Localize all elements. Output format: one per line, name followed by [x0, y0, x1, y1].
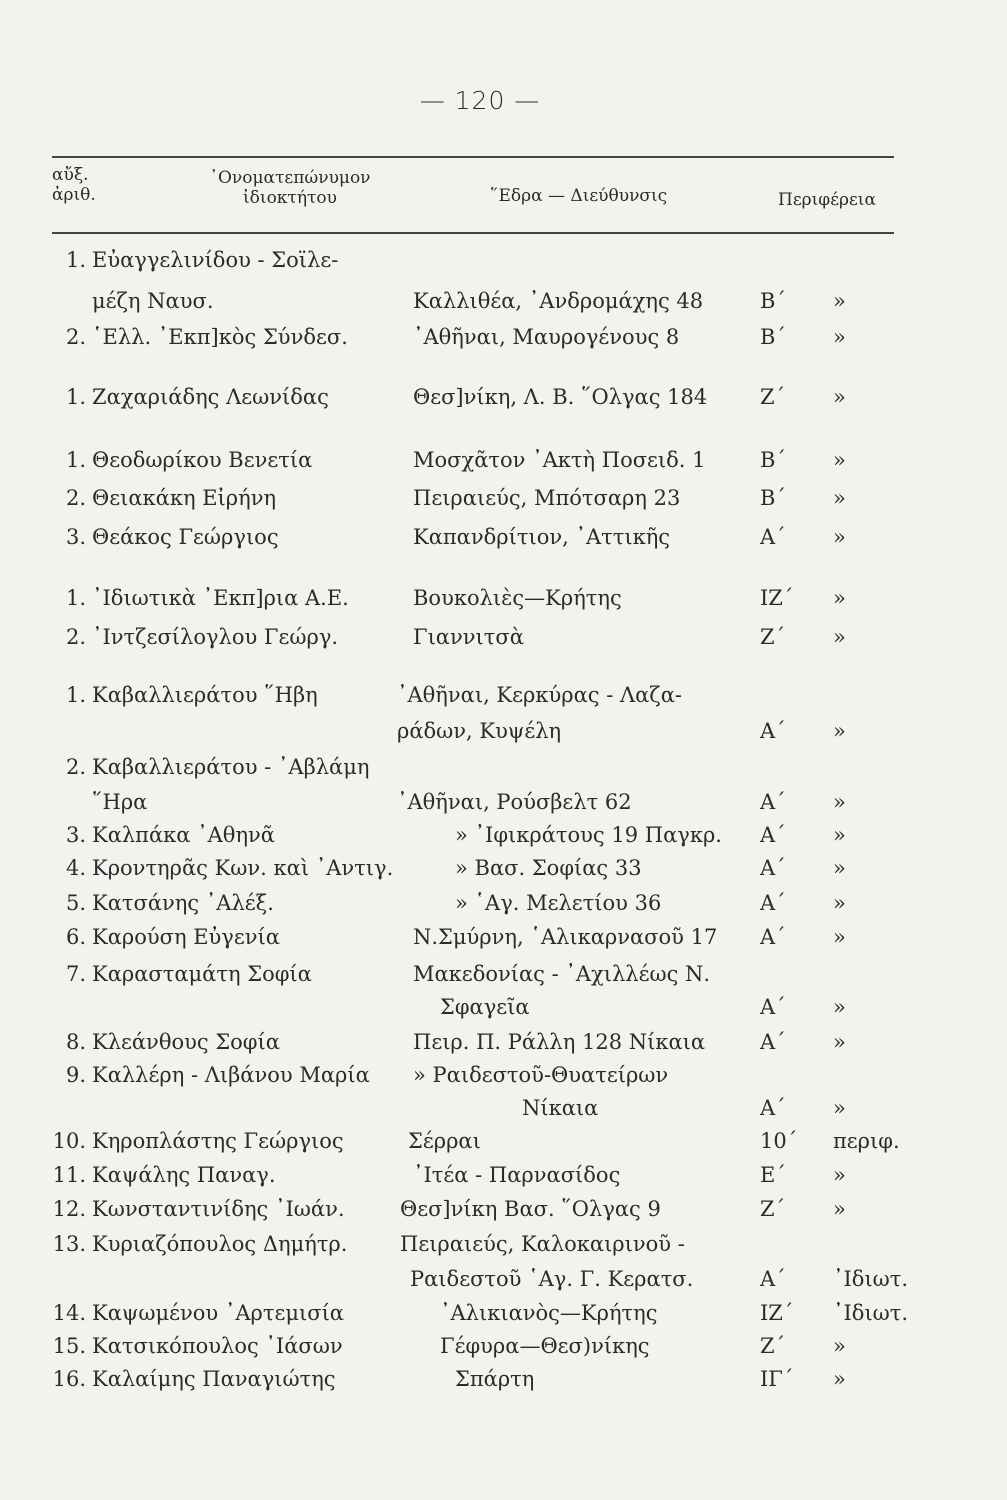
region-note: »	[833, 586, 846, 610]
owner-name: Κυριαζόπουλος Δημήτρ.	[92, 1232, 348, 1256]
table-row	[0, 325, 1007, 355]
table-row	[0, 1367, 1007, 1397]
region-note: »	[833, 1197, 846, 1221]
table-row	[0, 719, 1007, 749]
address: Πειραιεύς, Μπότσαρη 23	[413, 486, 681, 510]
address: ᾿Αθῆναι, Ρούσβελτ 62	[397, 790, 632, 814]
header-col-address: ῞Εδρα — Διεύθυνσις	[490, 186, 668, 206]
region: Β΄	[760, 325, 786, 349]
region-note: »	[833, 790, 846, 814]
header-col-name-line2: ἰδιοκτήτου	[243, 188, 337, 208]
address: Θεσ]νίκη Βασ. ῞Ολγας 9	[400, 1197, 661, 1221]
owner-name: Κηροπλάστης Γεώργιος	[92, 1129, 344, 1153]
owner-name: Κροντηρᾶς Κων. καὶ ᾿Αντιγ.	[92, 856, 394, 880]
region-note: »	[833, 995, 846, 1019]
owner-name: Καβαλλιεράτου - ᾿Αβλάμη	[92, 755, 370, 779]
row-number: 10.	[52, 1129, 86, 1153]
address: ᾿Αθῆναι, Μαυρογένους 8	[413, 325, 680, 349]
region: Ε΄	[760, 1163, 786, 1187]
region-note: ᾿Ιδιωτ.	[833, 1301, 909, 1325]
table-row	[0, 823, 1007, 853]
address: Μακεδονίας - ᾿Αχιλλέως Ν.	[413, 962, 711, 986]
region: Α΄	[760, 525, 786, 549]
region-note: »	[833, 1334, 846, 1358]
table-row	[0, 1163, 1007, 1193]
region: Α΄	[760, 1030, 786, 1054]
owner-name: Καλπάκα ᾿Αθηνᾶ	[92, 823, 275, 847]
owner-name: Θεάκος Γεώργιος	[92, 525, 279, 549]
owner-name: ῾Ελλ. ᾿Εκπ]κὸς Σύνδεσ.	[92, 325, 348, 349]
region: Β΄	[760, 289, 786, 313]
table-row	[0, 525, 1007, 555]
address: Σφαγεῖα	[440, 995, 530, 1019]
address: ᾿Αθῆναι, Κερκύρας - Λαζα-	[397, 683, 682, 707]
table-row	[0, 891, 1007, 921]
region-note: »	[833, 1096, 846, 1120]
row-number: 16.	[52, 1367, 86, 1391]
region-note: »	[833, 325, 846, 349]
row-number: 9.	[65, 1063, 86, 1087]
table-row	[0, 625, 1007, 655]
region: Β΄	[760, 448, 786, 472]
region: ΙΖ΄	[760, 586, 794, 610]
row-number: 4.	[65, 856, 86, 880]
address: Σπάρτη	[455, 1367, 535, 1391]
row-number: 1.	[65, 448, 86, 472]
address: Βουκολιὲς—Κρήτης	[413, 586, 622, 610]
header-col-num	[52, 165, 96, 205]
region: Α΄	[760, 925, 786, 949]
header-top-rule	[52, 156, 894, 158]
region: Α΄	[760, 719, 786, 743]
owner-name: Ζαχαριάδης Λεωνίδας	[92, 385, 329, 409]
owner-name: Καρούση Εὐγενία	[92, 925, 280, 949]
owner-name: Κατσάνης ᾿Αλέξ.	[92, 891, 274, 915]
address: Ραιδεστοῦ ῾Αγ. Γ. Κερατσ.	[410, 1267, 694, 1291]
region-note: »	[833, 891, 846, 915]
table-row	[0, 1063, 1007, 1093]
table-row	[0, 1030, 1007, 1060]
region: Ζ΄	[760, 625, 786, 649]
header-col-name	[206, 168, 374, 208]
table-row	[0, 925, 1007, 955]
header-col-region: Περιφέρεια	[778, 190, 876, 210]
address: Καλλιθέα, ᾿Ανδρομάχης 48	[413, 289, 704, 313]
table-row	[0, 755, 1007, 785]
region-note: »	[833, 1367, 846, 1391]
owner-name: Κωνσταντινίδης ᾿Ιωάν.	[92, 1197, 345, 1221]
region: Ζ΄	[760, 1334, 786, 1358]
owner-name: Εὐαγγελινίδου - Σοϊλε-	[92, 248, 339, 272]
region: Α΄	[760, 1096, 786, 1120]
address: ᾿Αλικιανὸς—Κρήτης	[440, 1301, 658, 1325]
region: 10΄	[760, 1129, 798, 1153]
owner-name: Καβαλλιεράτου ῞Ηβη	[92, 683, 318, 707]
region-note: »	[833, 719, 846, 743]
address: Ν.Σμύρνη, ῾Αλικαρνασοῦ 17	[413, 925, 718, 949]
owner-name: ῞Ηρα	[92, 790, 148, 814]
address: ᾿Ιτέα - Παρνασίδος	[413, 1163, 621, 1187]
table-row	[0, 790, 1007, 820]
header-col-num-line2: ἀριθ.	[52, 185, 96, 205]
address: Γιαννιτσὰ	[413, 625, 524, 649]
table-row	[0, 1232, 1007, 1262]
region-note: »	[833, 856, 846, 880]
table-row	[0, 289, 1007, 319]
row-number: 2.	[65, 755, 86, 779]
region-note: »	[833, 925, 846, 949]
table-row	[0, 248, 1007, 278]
table-row	[0, 1197, 1007, 1227]
address: Μοσχᾶτον ᾿Ακτὴ Ποσειδ. 1	[413, 448, 706, 472]
region: Α΄	[760, 856, 786, 880]
row-number: 15.	[52, 1334, 86, 1358]
row-number: 1.	[65, 385, 86, 409]
region-note: »	[833, 1163, 846, 1187]
region: ΙΓ΄	[760, 1367, 794, 1391]
row-number: 6.	[65, 925, 86, 949]
table-row	[0, 856, 1007, 886]
address: Σέρραι	[408, 1129, 481, 1153]
table-row	[0, 1129, 1007, 1159]
region: Α΄	[760, 995, 786, 1019]
address: Πειρ. Π. Ράλλη 128 Νίκαια	[413, 1030, 706, 1054]
row-number: 2.	[65, 625, 86, 649]
owner-name: Καρασταμάτη Σοφία	[92, 962, 312, 986]
table-row	[0, 1096, 1007, 1126]
address: » ᾿Ιφικράτους 19 Παγκρ.	[455, 823, 722, 847]
address: Καπανδρίτιον, ᾿Αττικῆς	[413, 525, 671, 549]
table-row	[0, 586, 1007, 616]
owner-name: ᾿Ιντζεσίλογλου Γεώργ.	[92, 625, 339, 649]
owner-name: μέζη Ναυσ.	[92, 289, 214, 313]
region-note: »	[833, 289, 846, 313]
row-number: 11.	[52, 1163, 86, 1187]
page-number: — 120 —	[419, 86, 541, 115]
owner-name: Κατσικόπουλος ᾿Ιάσων	[92, 1334, 343, 1358]
row-number: 3.	[65, 525, 86, 549]
region: ΙΖ΄	[760, 1301, 794, 1325]
region: Ζ΄	[760, 1197, 786, 1221]
address: Θεσ]νίκη, Λ. Β. ῞Ολγας 184	[413, 385, 708, 409]
region: Α΄	[760, 891, 786, 915]
row-number: 1.	[65, 683, 86, 707]
header-bottom-rule	[52, 232, 894, 234]
address: ράδων, Κυψέλη	[397, 719, 562, 743]
owner-name: Καλαίμης Παναγιώτης	[92, 1367, 336, 1391]
table-row	[0, 683, 1007, 713]
table-row	[0, 486, 1007, 516]
owner-name: Καψωμένου ᾿Αρτεμισία	[92, 1301, 344, 1325]
row-number: 14.	[52, 1301, 86, 1325]
table-row	[0, 448, 1007, 478]
owner-name: ᾿Ιδιωτικὰ ᾿Εκπ]ρια Α.Ε.	[92, 586, 349, 610]
address: » ῾Αγ. Μελετίου 36	[455, 891, 662, 915]
owner-name: Κλεάνθους Σοφία	[92, 1030, 280, 1054]
address: » Βασ. Σοφίας 33	[455, 856, 642, 880]
region-note: »	[833, 625, 846, 649]
region-note: »	[833, 823, 846, 847]
address: Πειραιεύς, Καλοκαιρινοῦ -	[400, 1232, 685, 1256]
address: Γέφυρα—Θεσ)νίκης	[440, 1334, 650, 1358]
region-note: »	[833, 385, 846, 409]
region: Α΄	[760, 1267, 786, 1291]
row-number: 7.	[65, 962, 86, 986]
header-col-name-line1: ᾿Ονοματεπώνυμον	[209, 168, 371, 188]
owner-name: Θεοδωρίκου Βενετία	[92, 448, 313, 472]
header-col-num-line1: αὔξ.	[52, 165, 89, 185]
row-number: 1.	[65, 248, 86, 272]
region: Β΄	[760, 486, 786, 510]
row-number: 8.	[65, 1030, 86, 1054]
region-note: »	[833, 486, 846, 510]
row-number: 2.	[65, 325, 86, 349]
table-row	[0, 995, 1007, 1025]
row-number: 3.	[65, 823, 86, 847]
region: Ζ΄	[760, 385, 786, 409]
table-row	[0, 1267, 1007, 1297]
region-note: περιφ.	[833, 1129, 900, 1153]
region-note: »	[833, 525, 846, 549]
owner-name: Θειακάκη Εἰρήνη	[92, 486, 277, 510]
region-note: »	[833, 448, 846, 472]
region-note: ᾿Ιδιωτ.	[833, 1267, 909, 1291]
region-note: »	[833, 1030, 846, 1054]
address: Νίκαια	[522, 1096, 599, 1120]
row-number: 1.	[65, 586, 86, 610]
row-number: 12.	[52, 1197, 86, 1221]
owner-name: Καψάλης Παναγ.	[92, 1163, 276, 1187]
row-number: 2.	[65, 486, 86, 510]
row-number: 13.	[52, 1232, 86, 1256]
address: » Ραιδεστοῦ-Θυατείρων	[413, 1063, 669, 1087]
table-row	[0, 1301, 1007, 1331]
table-row	[0, 962, 1007, 992]
owner-name: Καλλέρη - Λιβάνου Μαρία	[92, 1063, 370, 1087]
table-row	[0, 385, 1007, 415]
region: Α΄	[760, 790, 786, 814]
row-number: 5.	[65, 891, 86, 915]
region: Α΄	[760, 823, 786, 847]
table-row	[0, 1334, 1007, 1364]
